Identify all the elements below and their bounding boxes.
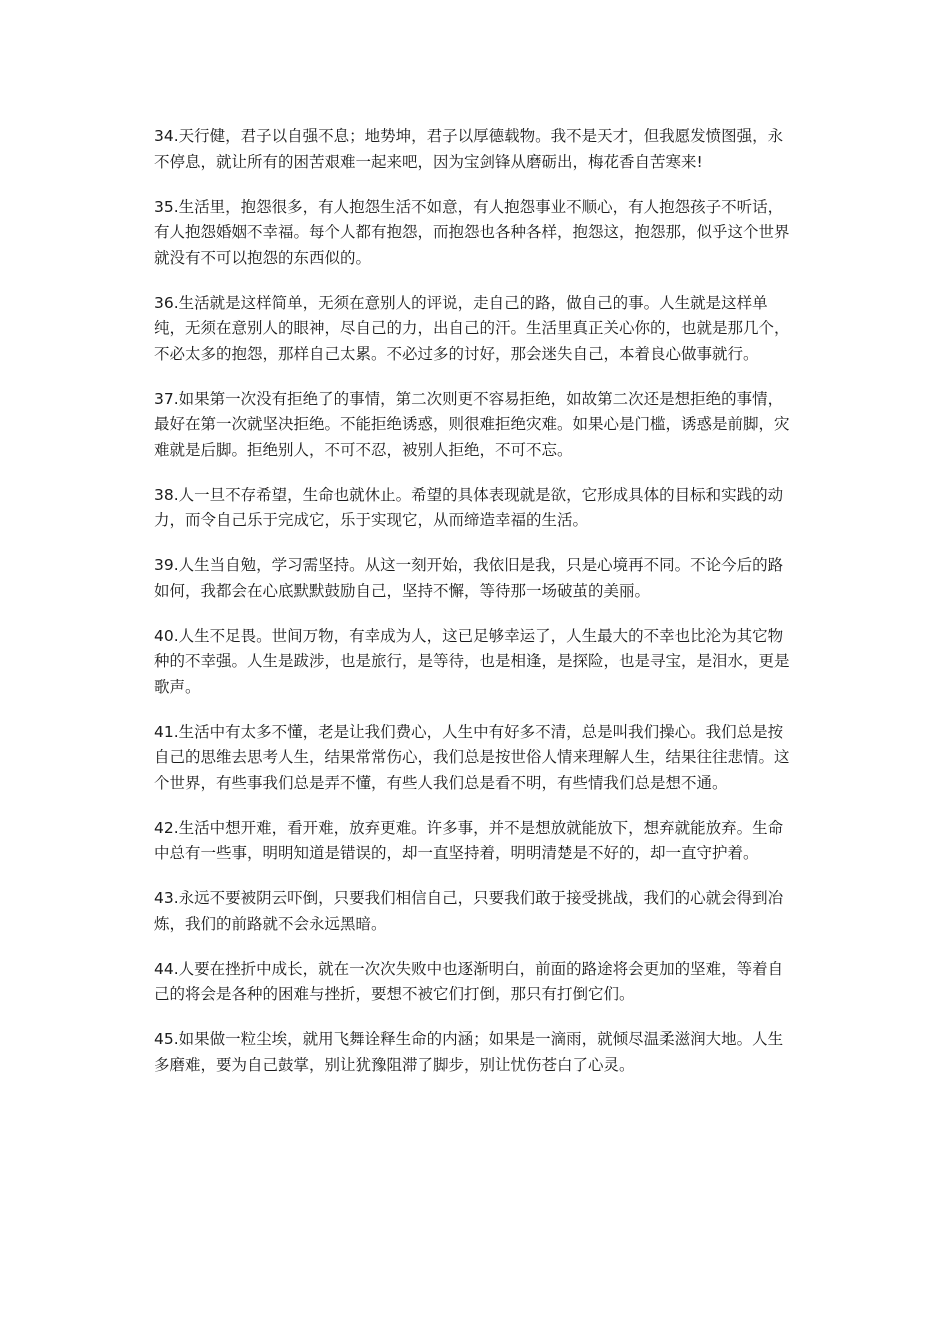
paragraph-39: 39.人生当自勉，学习需坚持。从这一刻开始，我依旧是我，只是心境再不同。不论今后的路如何，我都会在心底默默鼓励自己，坚持不懈，等待那一场破茧的美丽。 bbox=[154, 556, 784, 600]
document-body bbox=[154, 124, 798, 1098]
paragraph-34: 34.天行健，君子以自强不息；地势坤，君子以厚德载物。我不是天才，但我愿发愤图强，永不停息，就让所有的困苦艰难一起来吧，因为宝剑锋从磨砺出，梅花香自苦寒来! bbox=[154, 127, 784, 171]
paragraph-45: 45.如果做一粒尘埃，就用飞舞诠释生命的内涵；如果是一滴雨，就倾尽温柔滋润大地。人生多磨难，要为自己鼓掌，别让犹豫阻滞了脚步，别让忧伤苍白了心灵。 bbox=[154, 1030, 784, 1074]
paragraph-35: 35.生活里，抱怨很多，有人抱怨生活不如意，有人抱怨事业不顺心，有人抱怨孩子不听话，有人抱怨婚姻不幸福。每个人都有抱怨，而抱怨也各种各样，抱怨这，抱怨那，似乎这个世界就没有不可以抱怨的东西似的。 bbox=[154, 197, 790, 267]
paragraph-41: 41.生活中有太多不懂，老是让我们费心，人生中有好多不清，总是叫我们操心。我们总是按自己的思维去思考人生，结果常常伤心，我们总是按世俗人情来理解人生，结果往往悲情。这个世界，有些事我们总是弄不懂，有些人我们总是看不明，有些情我们总是想不通。 bbox=[154, 722, 790, 792]
paragraph-43: 43.永远不要被阴云吓倒，只要我们相信自己，只要我们敢于接受挑战，我们的心就会得到冶炼，我们的前路就不会永远黑暗。 bbox=[154, 889, 784, 933]
paragraph-36: 36.生活就是这样简单，无须在意别人的评说，走自己的路，做自己的事。人生就是这样单纯，无须在意别人的眼神，尽自己的力，出自己的汗。生活里真正关心你的，也就是那几个，不必太多的抱怨，那样自己太累。不必过多的讨好，那会迷失自己，本着良心做事就行。 bbox=[154, 293, 790, 363]
paragraph-38: 38.人一旦不存希望，生命也就休止。希望的具体表现就是欲，它形成具体的目标和实践的动力，而令自己乐于完成它，乐于实现它，从而缔造幸福的生活。 bbox=[154, 485, 784, 529]
paragraph-42: 42.生活中想开难，看开难，放弃更难。许多事，并不是想放就能放下，想弃就能放弃。生命中总有一些事，明明知道是错误的，却一直坚持着，明明清楚是不好的，却一直守护着。 bbox=[154, 818, 784, 862]
paragraph-40: 40.人生不足畏。世间万物，有幸成为人，这已足够幸运了，人生最大的不幸也比沦为其它物种的不幸强。人生是跋涉，也是旅行，是等待，也是相逢，是探险，也是寻宝，是泪水，更是歌声。 bbox=[154, 626, 790, 696]
paragraph-44: 44.人要在挫折中成长，就在一次次失败中也逐渐明白，前面的路途将会更加的坚难，等着自己的将会是各种的困难与挫折，要想不被它们打倒，那只有打倒它们。 bbox=[154, 959, 784, 1003]
paragraph-37: 37.如果第一次没有拒绝了的事情，第二次则更不容易拒绝，如故第二次还是想拒绝的事情，最好在第一次就坚决拒绝。不能拒绝诱惑，则很难拒绝灾难。如果心是门槛，诱惑是前脚，灾难就是后脚。拒绝别人，不可不忍，被别人拒绝，不可不忘。 bbox=[154, 389, 790, 459]
